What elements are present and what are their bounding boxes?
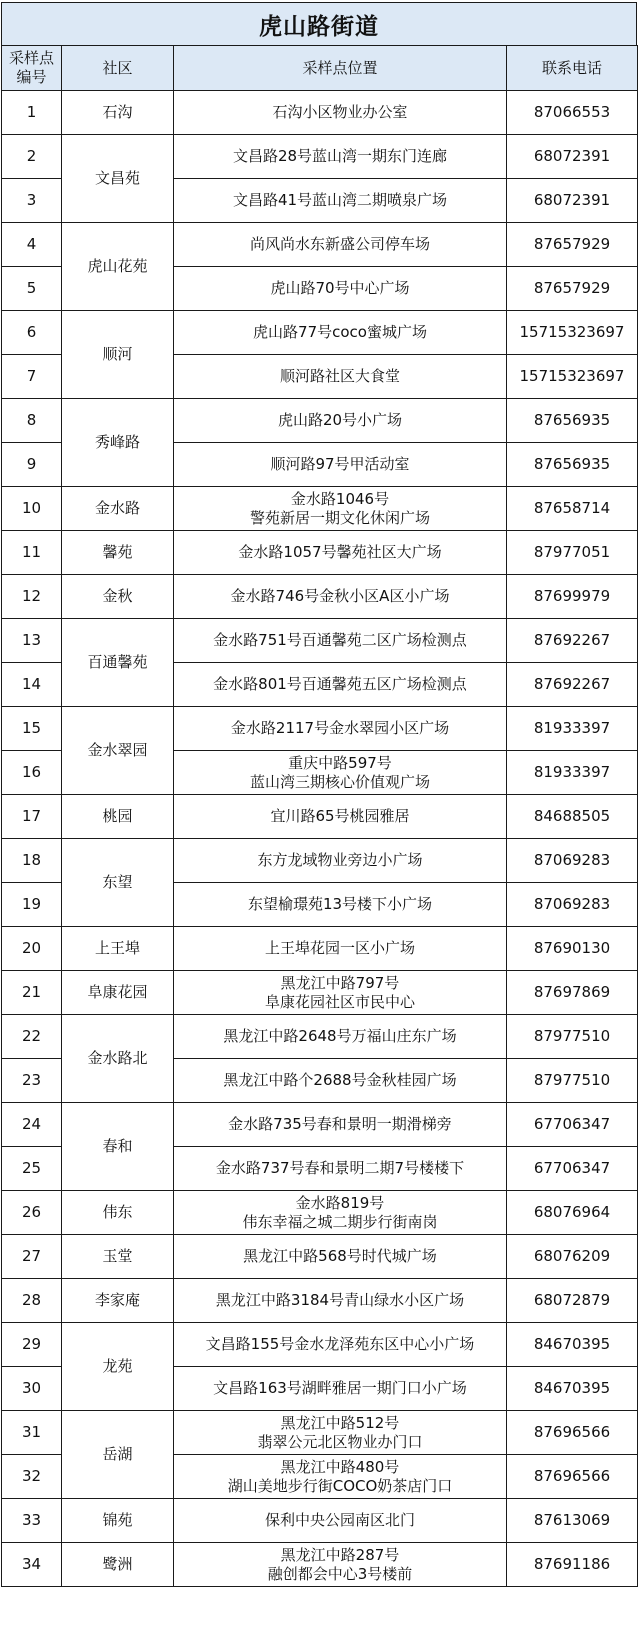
cell-community: 金水路	[62, 487, 174, 531]
cell-id: 20	[2, 927, 62, 971]
cell-location	[174, 179, 507, 223]
cell-id: 12	[2, 575, 62, 619]
cell-community: 岳湖	[62, 1411, 174, 1499]
header-id	[2, 46, 62, 91]
cell-id: 21	[2, 971, 62, 1015]
location-line: 蓝山湾三期核心价值观广场	[249, 772, 430, 791]
cell-phone: 68076964	[507, 1191, 638, 1235]
cell-id: 26	[2, 1191, 62, 1235]
cell-id: 3	[2, 179, 62, 223]
cell-phone: 81933397	[507, 707, 638, 751]
cell-phone: 68072391	[507, 179, 638, 223]
cell-id: 9	[2, 443, 62, 487]
cell-location	[174, 1323, 507, 1367]
cell-location	[174, 707, 507, 751]
cell-community: 虎山花苑	[62, 223, 174, 311]
table-row	[2, 1411, 638, 1455]
cell-community: 李家庵	[62, 1279, 174, 1323]
cell-community: 锦苑	[62, 1499, 174, 1543]
location-line: 黑龙江中路568号时代城广场	[243, 1247, 437, 1265]
table-body	[2, 91, 638, 1587]
cell-phone: 87977051	[507, 531, 638, 575]
cell-phone: 87657929	[507, 223, 638, 267]
location-line: 金水路737号春和景明二期7号楼楼下	[215, 1159, 465, 1177]
cell-phone: 87696566	[507, 1411, 638, 1455]
table-row	[2, 223, 638, 267]
table-row	[2, 1323, 638, 1367]
cell-location	[174, 1279, 507, 1323]
cell-location	[174, 355, 507, 399]
cell-phone: 87657929	[507, 267, 638, 311]
cell-community: 顺河	[62, 311, 174, 399]
cell-phone: 67706347	[507, 1147, 638, 1191]
table-row	[2, 971, 638, 1015]
cell-community: 阜康花园	[62, 971, 174, 1015]
cell-id: 29	[2, 1323, 62, 1367]
cell-location	[174, 1191, 507, 1235]
location-line: 石沟小区物业办公室	[272, 103, 408, 121]
table-row	[2, 1015, 638, 1059]
cell-id: 2	[2, 135, 62, 179]
table-row	[2, 619, 638, 663]
location-line: 黑龙江中路287号	[280, 1545, 400, 1564]
cell-phone: 87613069	[507, 1499, 638, 1543]
cell-location	[174, 399, 507, 443]
table-row	[2, 1103, 638, 1147]
cell-location	[174, 839, 507, 883]
cell-community: 伟东	[62, 1191, 174, 1235]
cell-id: 34	[2, 1543, 62, 1587]
cell-phone: 87691186	[507, 1543, 638, 1587]
cell-phone: 81933397	[507, 751, 638, 795]
location-line: 文昌路41号蓝山湾二期喷泉广场	[232, 191, 448, 209]
cell-location	[174, 311, 507, 355]
location-line: 尚风尚水东新盛公司停车场	[249, 235, 430, 253]
cell-location	[174, 1147, 507, 1191]
location-line: 虎山路77号coco蜜城广场	[253, 323, 427, 341]
location-line: 东望榆璟苑13号楼下小广场	[247, 895, 433, 913]
cell-id: 25	[2, 1147, 62, 1191]
location-line: 湖山美地步行街COCO奶茶店门口	[227, 1476, 453, 1495]
cell-community: 秀峰路	[62, 399, 174, 487]
cell-community: 金秋	[62, 575, 174, 619]
cell-community: 龙苑	[62, 1323, 174, 1411]
cell-location	[174, 135, 507, 179]
cell-id: 11	[2, 531, 62, 575]
table-row	[2, 795, 638, 839]
cell-location	[174, 971, 507, 1015]
table-row	[2, 707, 638, 751]
cell-phone: 87658714	[507, 487, 638, 531]
cell-id: 14	[2, 663, 62, 707]
header-location: 采样点位置	[174, 46, 507, 91]
cell-location	[174, 1059, 507, 1103]
cell-phone: 87977510	[507, 1015, 638, 1059]
location-line: 东方龙域物业旁边小广场	[257, 851, 423, 869]
cell-id: 33	[2, 1499, 62, 1543]
location-line: 重庆中路597号	[288, 753, 392, 772]
cell-community: 文昌苑	[62, 135, 174, 223]
cell-phone: 84670395	[507, 1323, 638, 1367]
location-line: 金水路801号百通馨苑五区广场检测点	[213, 675, 467, 693]
location-line: 金水路819号	[295, 1193, 385, 1212]
table-row	[2, 927, 638, 971]
cell-community: 玉堂	[62, 1235, 174, 1279]
cell-id: 10	[2, 487, 62, 531]
cell-location	[174, 883, 507, 927]
cell-location	[174, 223, 507, 267]
cell-location	[174, 487, 507, 531]
cell-location	[174, 443, 507, 487]
cell-phone: 87696566	[507, 1455, 638, 1499]
location-line: 文昌路28号蓝山湾一期东门连廊	[232, 147, 448, 165]
cell-id: 16	[2, 751, 62, 795]
cell-id: 28	[2, 1279, 62, 1323]
location-line: 文昌路163号湖畔雅居一期门口小广场	[213, 1379, 467, 1397]
table-row	[2, 135, 638, 179]
cell-phone: 87699979	[507, 575, 638, 619]
cell-id: 32	[2, 1455, 62, 1499]
cell-community: 鹭洲	[62, 1543, 174, 1587]
table-row	[2, 487, 638, 531]
cell-phone: 68072391	[507, 135, 638, 179]
table-row	[2, 839, 638, 883]
location-line: 保利中央公园南区北门	[264, 1511, 415, 1529]
cell-phone: 87066553	[507, 91, 638, 135]
cell-phone: 68072879	[507, 1279, 638, 1323]
location-line: 金水路2117号金水翠园小区广场	[230, 719, 450, 737]
location-line: 警苑新居一期文化休闲广场	[249, 508, 430, 527]
location-line: 虎山路20号小广场	[277, 411, 403, 429]
cell-location	[174, 1455, 507, 1499]
cell-id: 8	[2, 399, 62, 443]
table-row	[2, 1279, 638, 1323]
header-id-line1: 采样点	[8, 49, 54, 67]
location-line: 金水路751号百通馨苑二区广场检测点	[213, 631, 467, 649]
cell-location	[174, 1499, 507, 1543]
cell-phone: 87069283	[507, 883, 638, 927]
location-line: 黑龙江中路3184号青山绿水小区广场	[215, 1291, 465, 1309]
table-row	[2, 531, 638, 575]
cell-community: 馨苑	[62, 531, 174, 575]
cell-location	[174, 1235, 507, 1279]
cell-phone: 87977510	[507, 1059, 638, 1103]
location-line: 黑龙江中路个2688号金秋桂园广场	[223, 1071, 457, 1089]
location-line: 黑龙江中路2648号万福山庄东广场	[223, 1027, 457, 1045]
table-row	[2, 1235, 638, 1279]
cell-id: 27	[2, 1235, 62, 1279]
cell-community: 上王埠	[62, 927, 174, 971]
cell-id: 5	[2, 267, 62, 311]
cell-community: 东望	[62, 839, 174, 927]
page-title: 虎山路街道	[1, 2, 637, 46]
location-line: 顺河路97号甲活动室	[270, 455, 410, 473]
cell-id: 15	[2, 707, 62, 751]
cell-community: 百通馨苑	[62, 619, 174, 707]
cell-location	[174, 1543, 507, 1587]
location-line: 文昌路155号金水龙泽苑东区中心小广场	[205, 1335, 475, 1353]
cell-location	[174, 795, 507, 839]
cell-community: 春和	[62, 1103, 174, 1191]
header-community: 社区	[62, 46, 174, 91]
location-line: 黑龙江中路797号	[280, 973, 400, 992]
location-line: 顺河路社区大食堂	[279, 367, 400, 385]
cell-id: 18	[2, 839, 62, 883]
table-row	[2, 1499, 638, 1543]
cell-location	[174, 619, 507, 663]
cell-location	[174, 575, 507, 619]
location-line: 伟东幸福之城二期步行街南岗	[242, 1212, 438, 1231]
location-line: 上王埠花园一区小广场	[264, 939, 415, 957]
cell-id: 4	[2, 223, 62, 267]
cell-location	[174, 531, 507, 575]
location-line: 翡翠公元北区物业办门口	[257, 1432, 423, 1451]
cell-phone: 87692267	[507, 663, 638, 707]
table-row	[2, 575, 638, 619]
cell-phone: 87692267	[507, 619, 638, 663]
location-line: 金水路735号春和景明一期滑梯旁	[228, 1115, 452, 1133]
cell-phone: 68076209	[507, 1235, 638, 1279]
cell-id: 7	[2, 355, 62, 399]
cell-community: 金水路北	[62, 1015, 174, 1103]
location-line: 金水路746号金秋小区A区小广场	[230, 587, 450, 605]
cell-id: 1	[2, 91, 62, 135]
cell-location	[174, 1411, 507, 1455]
table-row	[2, 399, 638, 443]
location-line: 黑龙江中路480号	[280, 1457, 400, 1476]
cell-location	[174, 927, 507, 971]
cell-phone: 87656935	[507, 399, 638, 443]
cell-id: 13	[2, 619, 62, 663]
cell-location	[174, 267, 507, 311]
location-line: 金水路1046号	[290, 489, 390, 508]
cell-id: 22	[2, 1015, 62, 1059]
location-line: 阜康花园社区市民中心	[264, 992, 415, 1011]
cell-community: 石沟	[62, 91, 174, 135]
cell-id: 17	[2, 795, 62, 839]
location-line: 虎山路70号中心广场	[270, 279, 410, 297]
cell-id: 31	[2, 1411, 62, 1455]
cell-location	[174, 1367, 507, 1411]
header-id-line2: 编号	[16, 68, 47, 86]
location-line: 宜川路65号桃园雅居	[270, 807, 410, 825]
sampling-sites-table	[1, 45, 638, 1587]
cell-phone: 15715323697	[507, 311, 638, 355]
table-row	[2, 311, 638, 355]
table-row	[2, 1191, 638, 1235]
location-line: 黑龙江中路512号	[280, 1413, 400, 1432]
cell-location	[174, 1015, 507, 1059]
cell-location	[174, 91, 507, 135]
cell-location	[174, 663, 507, 707]
cell-community: 金水翠园	[62, 707, 174, 795]
cell-phone: 87656935	[507, 443, 638, 487]
cell-phone: 15715323697	[507, 355, 638, 399]
cell-phone: 87069283	[507, 839, 638, 883]
table-header-row	[2, 46, 638, 91]
cell-community: 桃园	[62, 795, 174, 839]
cell-location	[174, 1103, 507, 1147]
location-line: 金水路1057号馨苑社区大广场	[238, 543, 442, 561]
cell-id: 30	[2, 1367, 62, 1411]
cell-phone: 84688505	[507, 795, 638, 839]
cell-id: 24	[2, 1103, 62, 1147]
cell-phone: 84670395	[507, 1367, 638, 1411]
header-phone: 联系电话	[507, 46, 638, 91]
table-row	[2, 91, 638, 135]
cell-id: 6	[2, 311, 62, 355]
table-row	[2, 1543, 638, 1587]
cell-location	[174, 751, 507, 795]
cell-id: 23	[2, 1059, 62, 1103]
cell-phone: 67706347	[507, 1103, 638, 1147]
cell-id: 19	[2, 883, 62, 927]
cell-phone: 87697869	[507, 971, 638, 1015]
location-line: 融创都会中心3号楼前	[267, 1564, 413, 1583]
cell-phone: 87690130	[507, 927, 638, 971]
